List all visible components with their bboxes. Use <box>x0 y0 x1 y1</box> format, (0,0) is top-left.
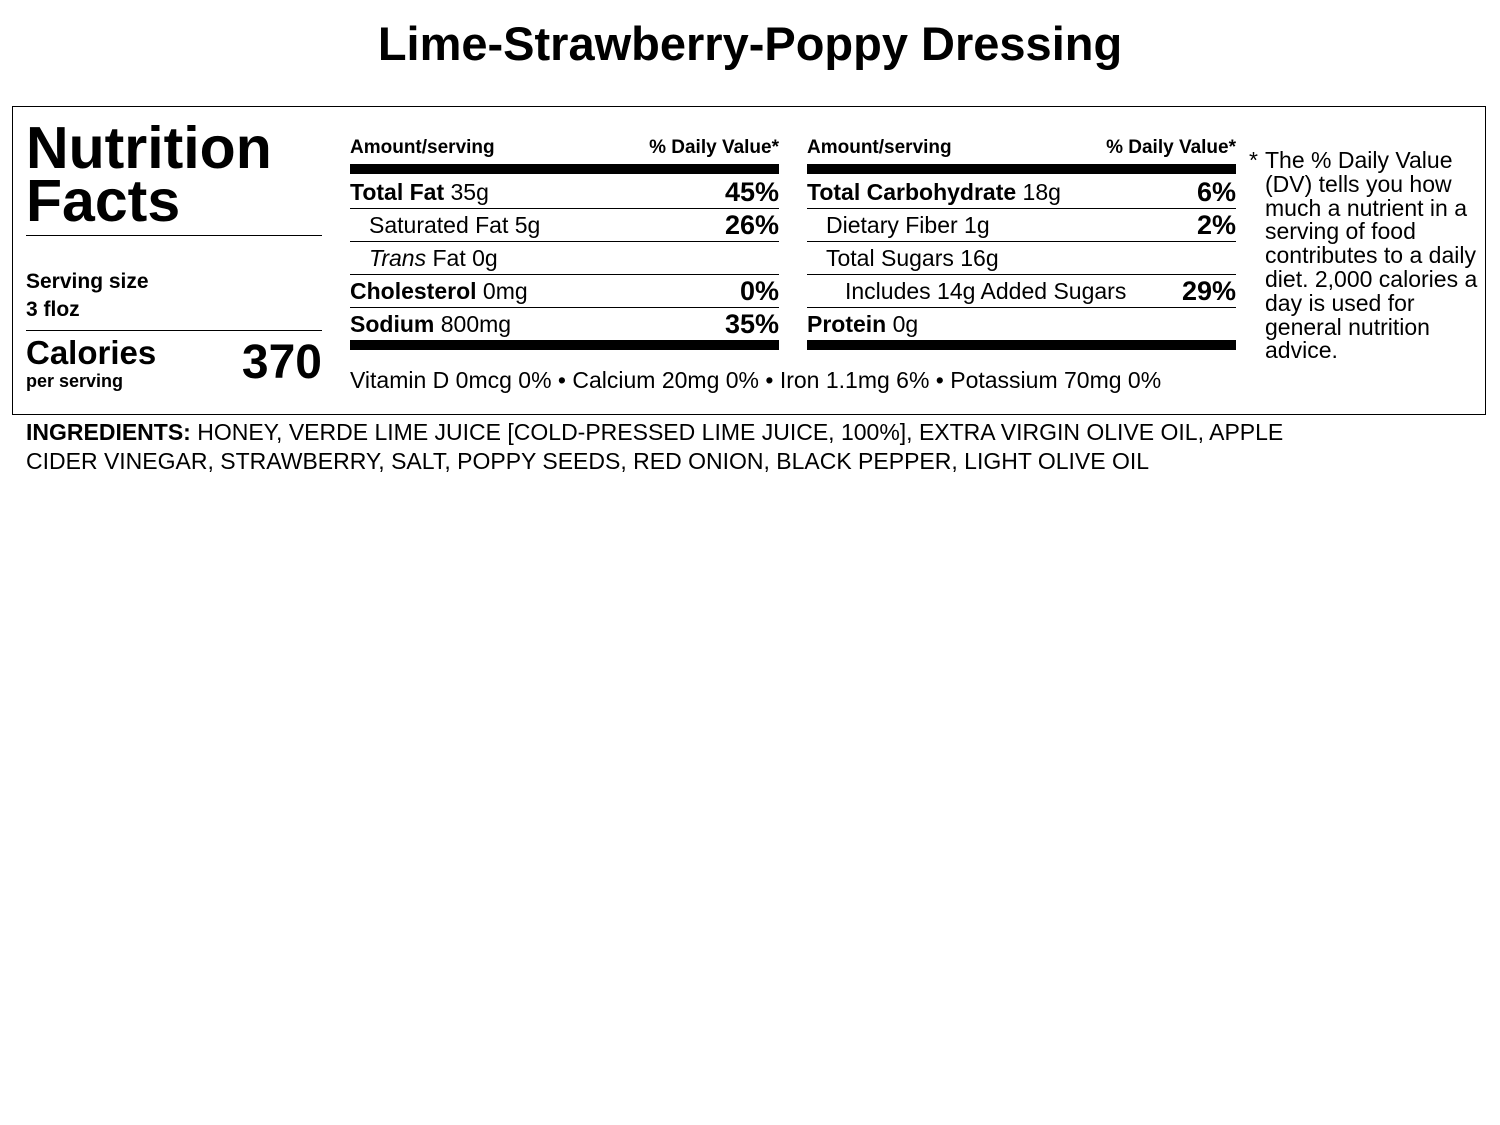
daily-value-header: % Daily Value* <box>1106 137 1236 158</box>
thick-rule <box>350 164 779 174</box>
nutrition-facts-heading <box>26 115 322 234</box>
serving-size <box>26 268 149 324</box>
nutrient-percent: 26% <box>724 210 779 240</box>
nutrient-amount: 35g <box>450 179 489 205</box>
calories-per-serving: per serving <box>26 371 124 391</box>
thick-rule <box>807 340 1236 350</box>
nutrient-amount: 16g <box>960 245 999 271</box>
nutrient-amount: 18g <box>1022 179 1061 205</box>
serving-divider <box>26 330 322 331</box>
nutrient-row-added-sugars <box>807 275 1236 308</box>
nutrient-name: Cholesterol <box>350 278 477 304</box>
page-title: Lime-Strawberry-Poppy Dressing <box>377 17 1123 70</box>
nutrient-percent: 45% <box>724 177 779 207</box>
serving-size-value: 3 floz <box>26 298 80 321</box>
amount-serving-header: Amount/serving <box>350 137 495 158</box>
nutrient-amount: 0g <box>472 245 498 271</box>
nutrient-name: Sodium <box>350 311 435 337</box>
ingredients-label: INGREDIENTS: <box>26 419 191 445</box>
nutrient-row-protein <box>807 308 1236 341</box>
nutrient-name: Trans <box>369 245 427 271</box>
nutrient-percent: 0% <box>739 276 779 306</box>
thick-rule <box>807 164 1236 174</box>
nutrient-row-total-sugars <box>807 242 1236 275</box>
nutrient-amount: 1g <box>964 212 990 238</box>
nutrient-percent: 6% <box>1196 177 1236 207</box>
ingredients-list <box>26 418 1356 476</box>
nutrient-percent: 2% <box>1196 210 1236 240</box>
nutrient-row-dietary-fiber <box>807 209 1236 242</box>
nutrient-row-sodium <box>350 308 779 341</box>
daily-value-footnote <box>1249 149 1479 363</box>
nutrient-percent: 29% <box>1181 276 1236 306</box>
daily-value-header: % Daily Value* <box>649 137 779 158</box>
vitamins-minerals-line: Vitamin D 0mcg 0% • Calcium 20mg 0% • Iron 1.1mg 6% • Potassium 70mg 0% <box>350 367 1162 393</box>
ingredients-text: HONEY, VERDE LIME JUICE [COLD-PRESSED LIME JUICE, 100%], EXTRA VIRGIN OLIVE OIL, APPLE CIDER VINEGAR, STRAWBERRY, SALT, POPPY SEEDS, RED ONION, BLACK PEPPER, LIGHT OLIVE OIL <box>26 419 1284 474</box>
nutrient-name: Saturated Fat <box>369 212 509 238</box>
column-header <box>807 136 1236 160</box>
calories-value: 370 <box>241 336 322 389</box>
nutrient-name-rest: Fat <box>432 245 466 271</box>
column-header <box>350 136 779 160</box>
nutrient-row-cholesterol <box>350 275 779 308</box>
amount-serving-header: Amount/serving <box>807 137 952 158</box>
footnote-text: The % Daily Value (DV) tells you how much a nutrient in a serving of food contributes to a daily diet. 2,000 calories a day is used for general nutrition advice. <box>1265 147 1478 364</box>
nutrient-row-total-carbohydrate <box>807 176 1236 209</box>
nutrient-name: Protein <box>807 311 887 337</box>
nutrient-amount: 0mg <box>482 278 528 304</box>
thick-rule <box>350 340 779 350</box>
heading-line-2: Facts <box>26 168 181 234</box>
nutrient-row-total-fat <box>350 176 779 209</box>
nutrient-row-saturated-fat <box>350 209 779 242</box>
nutrient-name: Total Fat <box>350 179 445 205</box>
serving-size-label: Serving size <box>26 270 149 293</box>
heading-divider <box>26 235 322 236</box>
nutrient-row-trans-fat <box>350 242 779 275</box>
nutrient-amount: 5g <box>514 212 541 238</box>
nutrient-amount: 0g <box>892 311 919 337</box>
nutrient-percent: 35% <box>724 309 779 339</box>
nutrient-name: Total Carbohydrate <box>807 179 1017 205</box>
nutrient-name: Total Sugars <box>826 245 954 271</box>
footnote-asterisk: * <box>1249 147 1258 173</box>
nutrient-name: Dietary Fiber <box>826 212 958 238</box>
calories-label: Calories <box>26 334 157 371</box>
heading-line-1: Nutrition <box>26 115 272 181</box>
nutrient-name: Includes 14g Added Sugars <box>845 278 1127 304</box>
nutrient-amount: 800mg <box>440 311 512 337</box>
